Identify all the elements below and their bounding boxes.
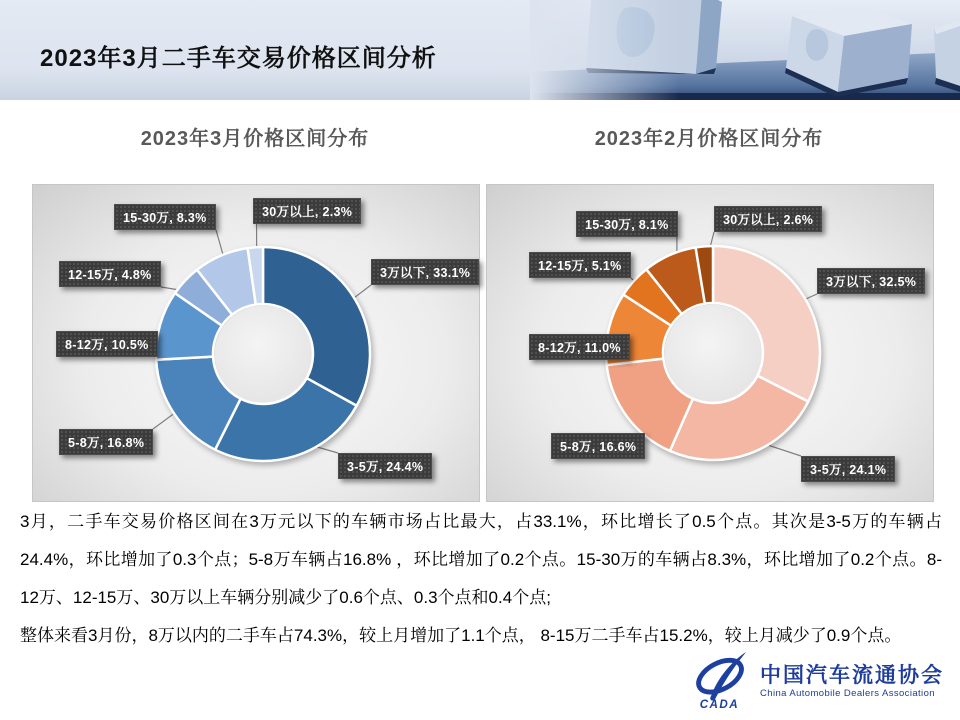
slice-callout-6: 30万以上, 2.3% xyxy=(253,198,361,224)
analysis-text xyxy=(20,503,942,655)
slice-callout-5: 15-30万, 8.3% xyxy=(114,204,216,230)
cada-emblem-icon xyxy=(690,652,752,712)
slice-callout-4: 12-15万, 5.1% xyxy=(529,252,631,278)
slice-callout-3: 8-12万, 11.0% xyxy=(529,334,630,360)
chart-title-march: 2023年3月价格区间分布 xyxy=(140,128,370,150)
slice-callout-1: 3-5万, 24.4% xyxy=(338,453,432,479)
organization-logo xyxy=(690,652,944,712)
donut-hole xyxy=(665,305,762,402)
analysis-paragraph-1: 3月，二手车交易价格区间在3万元以下的车辆市场占比最大，占33.1%，环比增长了0.5个点。其次是3-5万的车辆占24.4%，环比增加了0.3个点；5-8万车辆占16.8% ，环比增加了0.2个点。15-30万的车辆占8.3%，环比增加了0.2个点。8-12万、12-15万、30万以上车辆分别减少了0.6个点、0.3个点和0.4个点; xyxy=(20,512,942,607)
slice-callout-6: 30万以上, 2.6% xyxy=(714,206,822,232)
chart-panel-march xyxy=(32,184,480,502)
slice-callout-2: 5-8万, 16.6% xyxy=(551,433,645,459)
globe-cubes-graphic xyxy=(530,0,960,100)
header-banner xyxy=(0,0,960,100)
slice-callout-2: 5-8万, 16.8% xyxy=(59,429,153,455)
chart-panel-february xyxy=(486,184,934,502)
slice-callout-1: 3-5万, 24.1% xyxy=(801,456,895,482)
slice-callout-4: 12-15万, 4.8% xyxy=(59,261,161,287)
analysis-paragraph-2: 整体来看3月份，8万以内的二手车占74.3%，较上月增加了1.1个点， 8-15万二手车占15.2%，较上月减少了0.9个点。 xyxy=(20,626,902,645)
org-name-en: China Automobile Dealers Association xyxy=(760,687,935,699)
chart-title-february: 2023年2月价格区间分布 xyxy=(594,128,824,150)
slice-callout-3: 8-12万, 10.5% xyxy=(56,331,158,357)
donut-hole xyxy=(215,306,312,403)
slice-callout-5: 15-30万, 8.1% xyxy=(576,211,678,237)
org-name-cn: 中国汽车流通协会 xyxy=(760,664,944,688)
svg-text:CADA: CADA xyxy=(699,698,740,712)
slice-callout-0: 3万以下, 33.1% xyxy=(371,259,479,285)
slice-callout-0: 3万以下, 32.5% xyxy=(817,268,925,294)
page-title: 2023年3月二手车交易价格区间分析 xyxy=(40,45,437,72)
